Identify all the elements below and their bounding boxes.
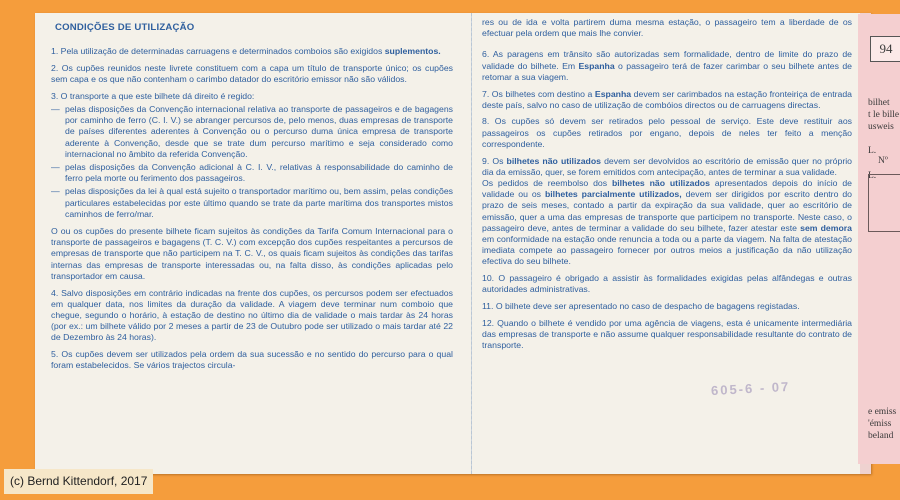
clause-12: 12. Quando o bilhete é vendido por uma agência de viagens, esta é unicamente intermediária das empresas de transporte e não assume qualquer responsabilidade resultante do contrato de transporte. xyxy=(482,317,852,351)
pink-fragment-6: L. xyxy=(868,171,877,181)
pink-fragment-8: 'émiss xyxy=(868,419,892,429)
pink-coupon-edge xyxy=(858,14,900,464)
clause-6-a: 6. As paragens em trânsito são autorizadas sem formalidade, dentro de limite do prazo de validade do bilhete. Em xyxy=(482,49,852,71)
clause-6-c: o passageiro terá de fazer carimbar o seu bilhete antes de retomar a sua viagem. xyxy=(482,60,852,82)
clause-3-item-1-text: pelas disposições da Convenção internacional relativa ao transporte de passageiros e de bagagens por caminho de ferro (C. I. V.) se abranger percursos de, pelo menos, duas empresas de transporte de países diferentes aderentes à Convenção ou o percurso duma única empresa de transporte aderente à Convenção, desde que se trate dum percurso marítimo e seja considerado como internacional no âmbito da referida Convenção. xyxy=(65,104,453,159)
clause-1-text: 1. Pela utilização de determinadas carruagens e determinados comboios são exigidos xyxy=(51,46,385,57)
ticket-booklet xyxy=(35,13,871,474)
clause-3-item-3: — pelas disposições da lei à qual está sujeito o transportador marítimo ou, bem assim, pelas condições particulares estabelecidas por este último quando se trate da parte marítima dos transportes mistos caminhos de ferro/mar. xyxy=(51,186,453,219)
left-page xyxy=(35,13,472,474)
refund-e: devem ser dirigidos por escrito dentro do prazo de seis meses, contado a partir da expiração da sua validade, quer ao escritório de emissão, quer a uma das empresas de transporte que participem no transporte. Neste caso, o passageiro deve, antes de terminar a validade do seu bilhete, fazer atestar este xyxy=(482,189,852,233)
clause-10: 10. O passageiro é obrigado a assistir às formalidades exigidas pelas alfândegas e outras autoridades administrativas. xyxy=(482,273,852,295)
clause-1-bold: suplementos. xyxy=(384,46,441,57)
pink-fragment-3: usweis xyxy=(868,122,894,132)
pink-fragment-2: t le bille xyxy=(868,110,900,120)
conditions-heading: CONDIÇÕES DE UTILIZAÇÃO xyxy=(55,22,195,33)
refund-bold-3: sem demora xyxy=(800,222,853,233)
pink-fragment-9: beland xyxy=(868,431,894,441)
right-page xyxy=(472,13,860,474)
pink-field-box xyxy=(868,174,900,232)
clause-9-c: devem ser devolvidos ao escritório de emissão quer no próprio dia da emissão, quer, se forem emitidos com antecipação, antes de terminar a sua validade. xyxy=(482,155,852,177)
clause-7 xyxy=(482,89,852,111)
clause-7-a: 7. Os bilhetes com destino a xyxy=(482,88,595,99)
clause-5-continued: res ou de ida e volta partirem duma mesma estação, o passageiro tem a liberdade de os efectuar pela ordem que mais lhe convier. xyxy=(482,17,852,39)
clause-8: 8. Os cupões só devem ser retirados pelo pessoal de serviço. Este deve restituir aos passageiros os cupões retirados por engano, depois de neles ter feito a menção correspondente. xyxy=(482,116,852,149)
clause-6 xyxy=(482,49,852,83)
clause-3-item-1: — pelas disposições da Convenção internacional relativa ao transporte de passageiros e de bagagens por caminho de ferro (C. I. V.) se abranger percursos de, pelo menos, duas empresas de transporte de países diferentes aderentes à Convenção ou o percurso duma única empresa de transporte aderente à Convenção, desde que se trate dum percurso marítimo e seja considerado como internacional no âmbito da referida Convenção. xyxy=(51,104,453,159)
clause-7-bold: Espanha xyxy=(594,88,632,99)
refund-bold-1: bilhetes não utilizados xyxy=(611,177,710,188)
pink-fragment-5: Nº xyxy=(878,156,888,166)
refund-bold-2: bilhetes parcialmente utilizados, xyxy=(544,189,682,200)
clause-1 xyxy=(51,46,453,57)
clause-3-item-2-text: pelas disposições da Convenção adicional à C. I. V., relativas à responsabilidade do caminho de ferro pela morte ou ferimento dos passageiros. xyxy=(65,162,453,184)
clause-2: 2. Os cupões reunidos neste livrete constituem com a capa um título de transporte único; os cupões sem capa e os que não contenham o carimbo datador do escritório emissor não são válidos. xyxy=(51,62,453,85)
clause-5: 5. Os cupões devem ser utilizados pela ordem da sua sucessão e no sentido do percurso para o qual foram estabelecidos. Se vários trajectos circula- xyxy=(51,349,453,371)
clause-3: 3. O transporte a que este bilhete dá direito é regido: xyxy=(51,90,255,101)
pink-fragment-4: L. xyxy=(868,146,877,156)
refund-a: Os pedidos de reembolso dos xyxy=(482,177,612,188)
tariff-paragraph: O ou os cupões do presente bilhete ficam sujeitos às condições da Tarifa Comum Internacional para o transporte de passageiros e bagagens (T. C. V.) com excepção dos cupões respeitantes a percursos de empresas de transporte que não participem na T. C. V., os quais ficam sujeitos às condições das tarifas internas das empresas de transporte interessadas ou, na falta disso, às condições aplicadas pelo transportador em causa. xyxy=(51,226,453,281)
clause-9 xyxy=(482,156,852,178)
coupon-number: 94 xyxy=(870,36,900,62)
clause-9-a: 9. Os xyxy=(482,155,507,166)
refund-g: em conformidade na estação onde renuncia a toda ou a parte da viagem. Na falta de atestação imediata compete ao passageiro fornecer por outros meios a justificação da não utilização efectiva do seu bilhete. xyxy=(482,233,852,267)
clause-11: 11. O bilhete deve ser apresentado no caso de despacho de bagagens registadas. xyxy=(482,300,800,311)
right-column xyxy=(482,17,853,357)
clause-9-bold: bilhetes não utilizados xyxy=(506,155,602,166)
left-column xyxy=(51,22,453,377)
pink-fragment-1: bilhet xyxy=(868,98,890,108)
faded-stamp: 605-6 - 07 xyxy=(710,378,791,399)
pink-fragment-7: e emiss xyxy=(868,407,897,417)
clause-3-item-2: — pelas disposições da Convenção adicional à C. I. V., relativas à responsabilidade do caminho de ferro pela morte ou ferimento dos passageiros. xyxy=(51,162,453,184)
clause-7-c: devem ser carimbados na estação fronteiriça de entrada deste país, salvo no caso de utilização de combóios directos ou de carruagens directas. xyxy=(482,88,852,110)
refund-c: apresentados depois do início de validade ou os xyxy=(482,177,852,200)
clause-9-refund xyxy=(482,178,852,268)
clause-6-bold: Espanha xyxy=(578,60,615,71)
clause-3-item-3-text: pelas disposições da lei à qual está sujeito o transportador marítimo ou, bem assim, pelas condições particulares estabelecidas por este último quando se trate da parte marítima dos transportes mistos caminhos de ferro/mar. xyxy=(65,186,453,219)
clause-4: 4. Salvo disposições em contrário indicadas na frente dos cupões, os percursos podem ser efectuados em qualquer data, nos limites da duração da validade. A viagem deve terminar num comboio que chegue, segundo o horário, à estação de destino no último dia de validade o mais tardar às 24 horas (por ex.: um bilhete válido por 2 meses a partir de 23 de Outubro pode ser utilizado o mais tardar até 22 de Dezembro às 24 horas). xyxy=(51,287,453,343)
copyright-label: (c) Bernd Kittendorf, 2017 xyxy=(4,469,153,494)
